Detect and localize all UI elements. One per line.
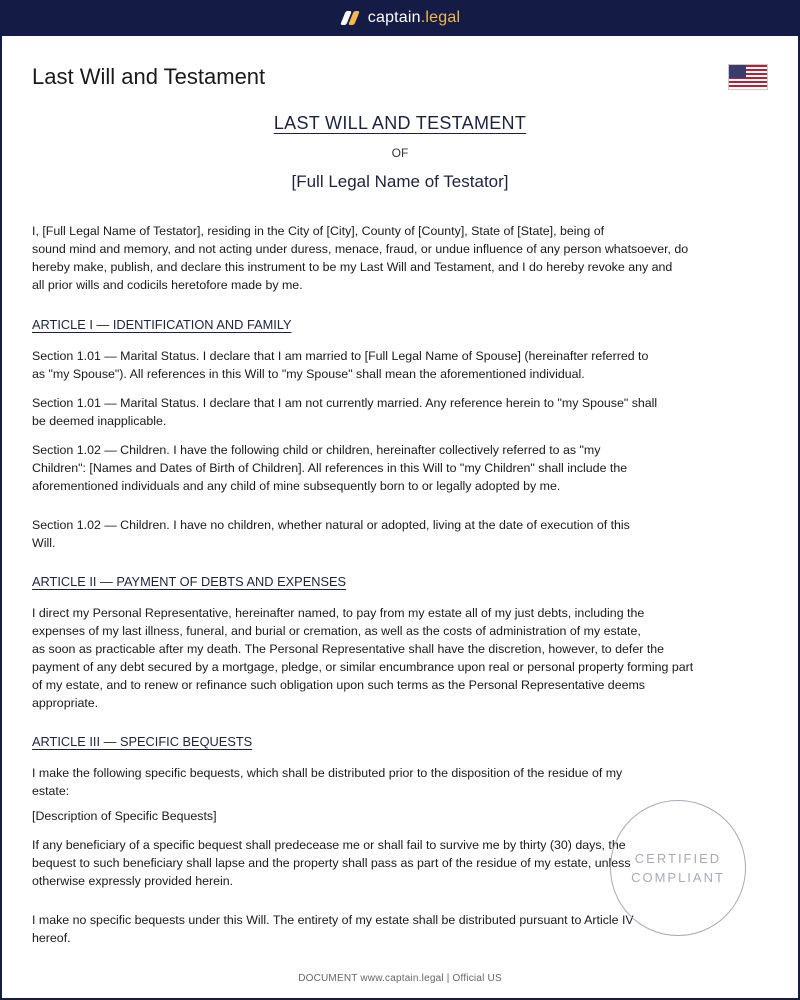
article-1-heading: ARTICLE I — IDENTIFICATION AND FAMILY [32,317,292,332]
seal-line-1: CERTIFIED [634,851,722,866]
of-label: OF [391,146,409,160]
section-no-children: Section 1.02 — Children. I have no children, whether natural or adopted, living at the date of execution of this Will. [32,518,630,550]
intro-paragraph: I, [Full Legal Name of Testator], residing in the City of [City], County of [County], State of [State], being of sound mind and memory, and not acting under duress, menace, fraud, or undue influence of any person whatsoever, do hereby make, publish, and declare this instrument to be my Last Will and Testament, and I do hereby revoke any and all prior wills and codicils heretofore made by me. [32,224,689,292]
bequests-lapse: If any beneficiary of a specific bequest shall predecease me or shall fail to survive me by thirty (30) days, the bequest to such beneficiary shall lapse and the property shall pass as part of the residue of my estate, unless otherwise expressly provided herein. [32,838,631,888]
section-children: Section 1.02 — Children. I have the following child or children, hereinafter collectively referred to as "my Children": [Names and Dates of Birth of Children]. All references in this Will to "my Children" shall include the aforementioned individuals and any child of mine subsequently born to or legally adopted by me. [32,443,628,493]
bequests-none: I make no specific bequests under this Will. The entirety of my estate shall be distributed pursuant to Article IV hereof. [32,913,634,945]
captain-legal-logo-icon [340,10,360,26]
certified-compliant-seal [610,800,746,936]
section-marital-married: Section 1.01 — Marital Status. I declare that I am married to [Full Legal Name of Spouse] (hereinafter referred to as "my Spouse"). All references in this Will to "my Spouse" shall mean the aforementioned individual. [32,349,649,381]
article-3-heading: ARTICLE III — SPECIFIC BEQUESTS [32,734,253,749]
debts-paragraph: I direct my Personal Representative, hereinafter named, to pay from my estate all of my just debts, including the expenses of my last illness, funeral, and burial or cremation, as well as the costs of administration of my estate, as soon as practicable after my death. The Personal Representative shall have the discretion, however, to defer the payment of any debt secured by a mortgage, pledge, or similar encumbrance upon real or personal property forming part of my estate, and to renew or refinance such obligation upon such terms as the Personal Representative deems appropriate. [32,606,694,710]
bequests-intro: I make the following specific bequests, which shall be distributed prior to the disposition of the residue of my estate: [32,766,623,798]
article-2-heading: ARTICLE II — PAYMENT OF DEBTS AND EXPENSES [32,574,347,589]
testator-name: [Full Legal Name of Testator] [291,172,509,191]
document-title: LAST WILL AND TESTAMENT [273,113,527,133]
section-marital-unmarried: Section 1.01 — Marital Status. I declare that I am not currently married. Any reference herein to "my Spouse" shall be deemed inapplicable. [32,396,658,428]
top-bar [0,0,800,36]
bequests-placeholder: [Description of Specific Bequests] [32,809,217,823]
brand-name: captain [367,9,421,26]
seal-line-2: COMPLIANT [631,870,725,885]
brand-tld: .legal [420,9,461,26]
footer-text: DOCUMENT www.captain.legal | Official US [298,973,502,984]
page-title: Last Will and Testament [32,64,266,89]
brand-logo[interactable] [340,9,460,27]
us-flag-icon [728,64,768,90]
